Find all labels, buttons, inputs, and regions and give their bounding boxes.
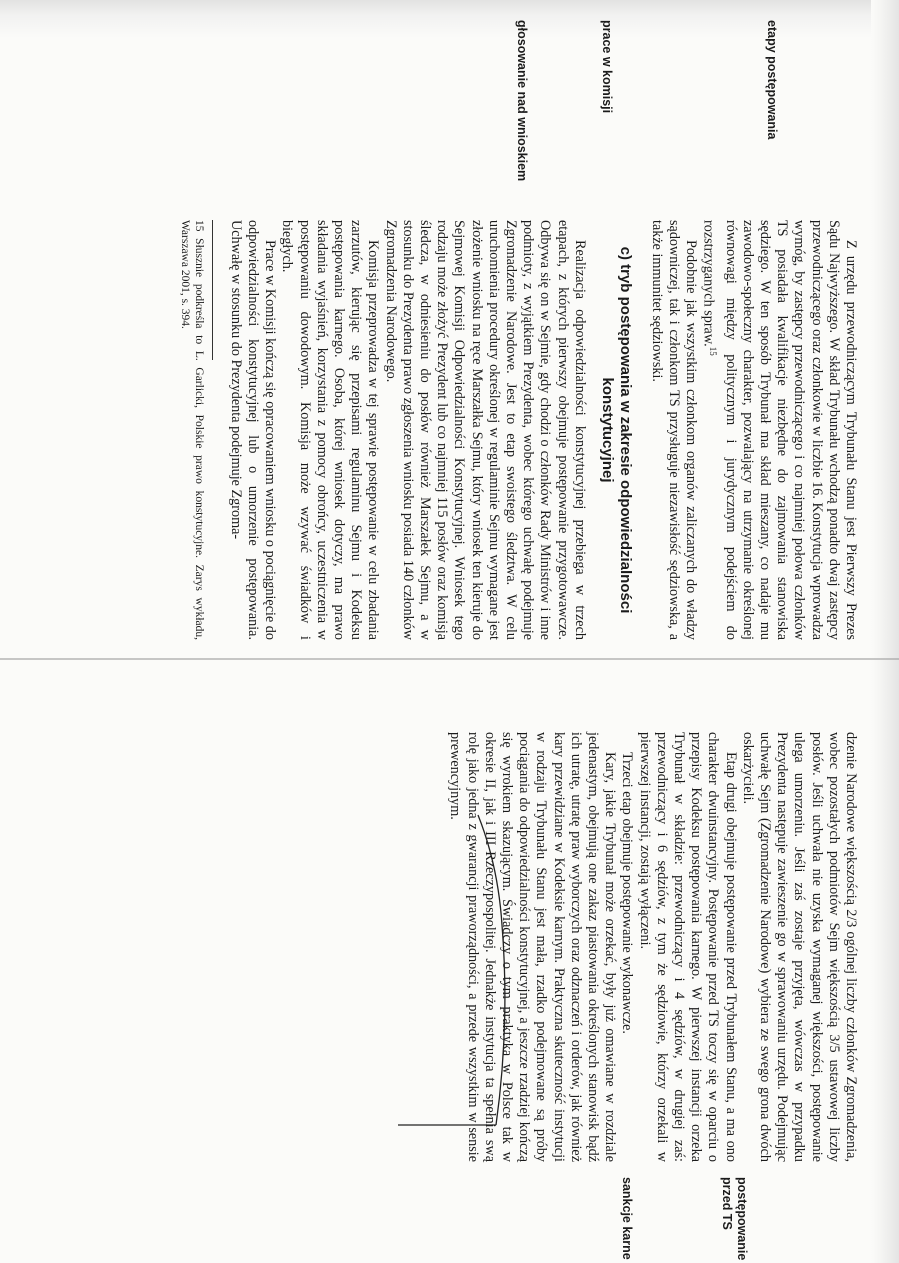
paragraph: Prace w Komisji kończą się opracowaniem wniosku o pociągnięcie do odpowiedzialności konstytucyjnej lub o umorzenie postępowania. Uchwałę w stosunku do Prezydenta podejmuje Zgroma-: [227, 220, 279, 640]
paragraph: Etap drugi obejmuje postępowanie przed Trybunałem Stanu, a ma ono charakter dwuinstancyjny. Postępowanie przed TS toczy się w oparciu o przepisy Kodeksu postępowania karnego. W pierwszej instancji orzeka Trybunał w składzie: przewodniczący i 4 sędziów, w drugiej zaś: przewodniczący i 6 sędziów, z tym że sędziowie, którzy orzekali w pierwszej instancji, zostają wyłączeni.: [636, 732, 739, 1162]
pen-bracket-mark: [378, 805, 518, 1135]
footnote: 15 Słusznie podkreśla to L. Garlicki, Polskie prawo konstytucyjne. Zarys wykładu, Warszawa 2001, s. 394.: [178, 220, 205, 640]
paragraph: dzenie Narodowe większością 2/3 ogólnej liczby członków Zgromadzenia, wobec pozostałych podmiotów Sejm większością 3/5 ustawowej liczby posłów. Jeśli uchwała nie uzyska wymaganej większości, postępowanie ulega umorzeniu. Jeśli zaś zostaje przyjęta, wówczas w przypadku Prezydenta następuje zawieszenie go w sprawowaniu urzędu. Podejmując uchwałę Sejm (Zgromadzenie Narodowe) wybiera ze swego grona dwóch oskarżycieli.: [739, 732, 859, 1162]
page-fold-line: [0, 658, 899, 660]
footnote-divider: [212, 220, 213, 360]
margin-note-etapy: etapy postępowania: [765, 20, 779, 140]
paragraph: Z urzędu przewodniczącym Trybunału Stanu jest Pierwszy Prezes Sądu Najwyższego. W skład Trybunału wchodzą ponadto dwaj zastępcy przewodniczącego oraz członkowie w liczbie 16. Konstytucja wprowadza wymóg, by zastępcy przewodniczącego i co najmniej połowa członków TS posiadała kwalifikacje niezbędne do zajmowania stanowiska sędziego. W ten sposób Trybunał ma skład mieszany, co nadaje mu zawodowo-społeczny charakter, pozwalający na utrzymanie określonej równowagi między politycznym i jurydycznym podejściem do rozstrzyganych spraw.$^{15}$: [700, 220, 859, 640]
upper-page: [79, 10, 899, 650]
margin-note-postepowanie: postępowanie przed TS: [720, 1177, 749, 1261]
margin-note-glosowanie: głosowanie nad wnioskiem: [515, 20, 529, 182]
paragraph: Podobnie jak wszystkim członkom organów zaliczanych do władzy sądowniczej, tak i członkom TS przysługuje niezawisłość sędziowska, a także immunitet sędziowski.: [649, 220, 700, 640]
footnote-ref: 15: [708, 346, 719, 356]
paragraph: Trzeci etap obejmuje postępowanie wykonawcze.: [619, 752, 636, 1034]
section-heading: c) tryb postępowania w zakresie odpowiedzialności konstytucyjnej: [598, 246, 634, 614]
paragraph: Kary, jakie Trybunał może orzekać, były już omawiane w rozdziale jedenastym, obejmują one zakaz piastowania określonych stanowisk bądź ich utratę, utratę praw wyborczych oraz odznaczeń i orderów, jak również kary przewidziane w Kodeksie karnym. Praktyczna skuteczność instytucji w rodzaju Trybunału Stanu jest mała, rzadko podejmowane są próby pociągania do odpowiedzialności konstytucyjnej, a jeszcze rzadziej kończą się wyrokiem skazującym. Świadczy o tym praktyka w Polsce tak w okresie II, jak i III Rzeczypospolitej. Jednakże instytucja ta spełnia swą rolę jako jedna z gwarancji praworządności, a przede wszystkim w sensie prewencyjnym.: [447, 732, 619, 1162]
upper-text-column: [178, 220, 859, 640]
margin-note-prace: prace w komisji: [600, 20, 614, 114]
paragraph: Realizacja odpowiedzialności konstytucyjnej przebiega w trzech etapach, z których pierwszy obejmuje postępowanie przygotowawcze. Odbywa się on w Sejmie, gdy chodzi o członków Rady Ministrów i inne podmioty, z wyjątkiem Prezydenta, wobec którego uchwałę podejmuje Zgromadzenie Narodowe. Jest to etap swoistego śledztwa. W celu uruchomienia procedury określonej w regulaminie Sejmu wymagane jest złożenie wniosku na ręce Marszałka Sejmu, który wniosek ten kieruje do Sejmowej Komisji Odpowiedzialności Konstytucyjnej. Wniosek tego rodzaju może złożyć Prezydent lub co najmniej 115 posłów oraz komisja śledcza, w odniesieniu do posłów również Marszałek Sejmu, a w stosunku do Prezydenta prawo zgłoszenia wniosku posiada 140 członków Zgromadzenia Narodowego.: [382, 220, 588, 640]
paragraph: Komisja przeprowadza w tej sprawie postępowanie w celu zbadania zarzutów, kierując się przepisami regulaminu Sejmu i Kodeksu postępowania karnego. Osoba, której wniosek dotyczy, ma prawo składania wyjaśnień, korzystania z pomocy obrońcy, uczestniczenia w postępowaniu dowodowym. Komisja może wzywać świadków i biegłych.: [279, 220, 382, 640]
margin-note-sankcje: sankcje karne: [620, 1177, 634, 1260]
